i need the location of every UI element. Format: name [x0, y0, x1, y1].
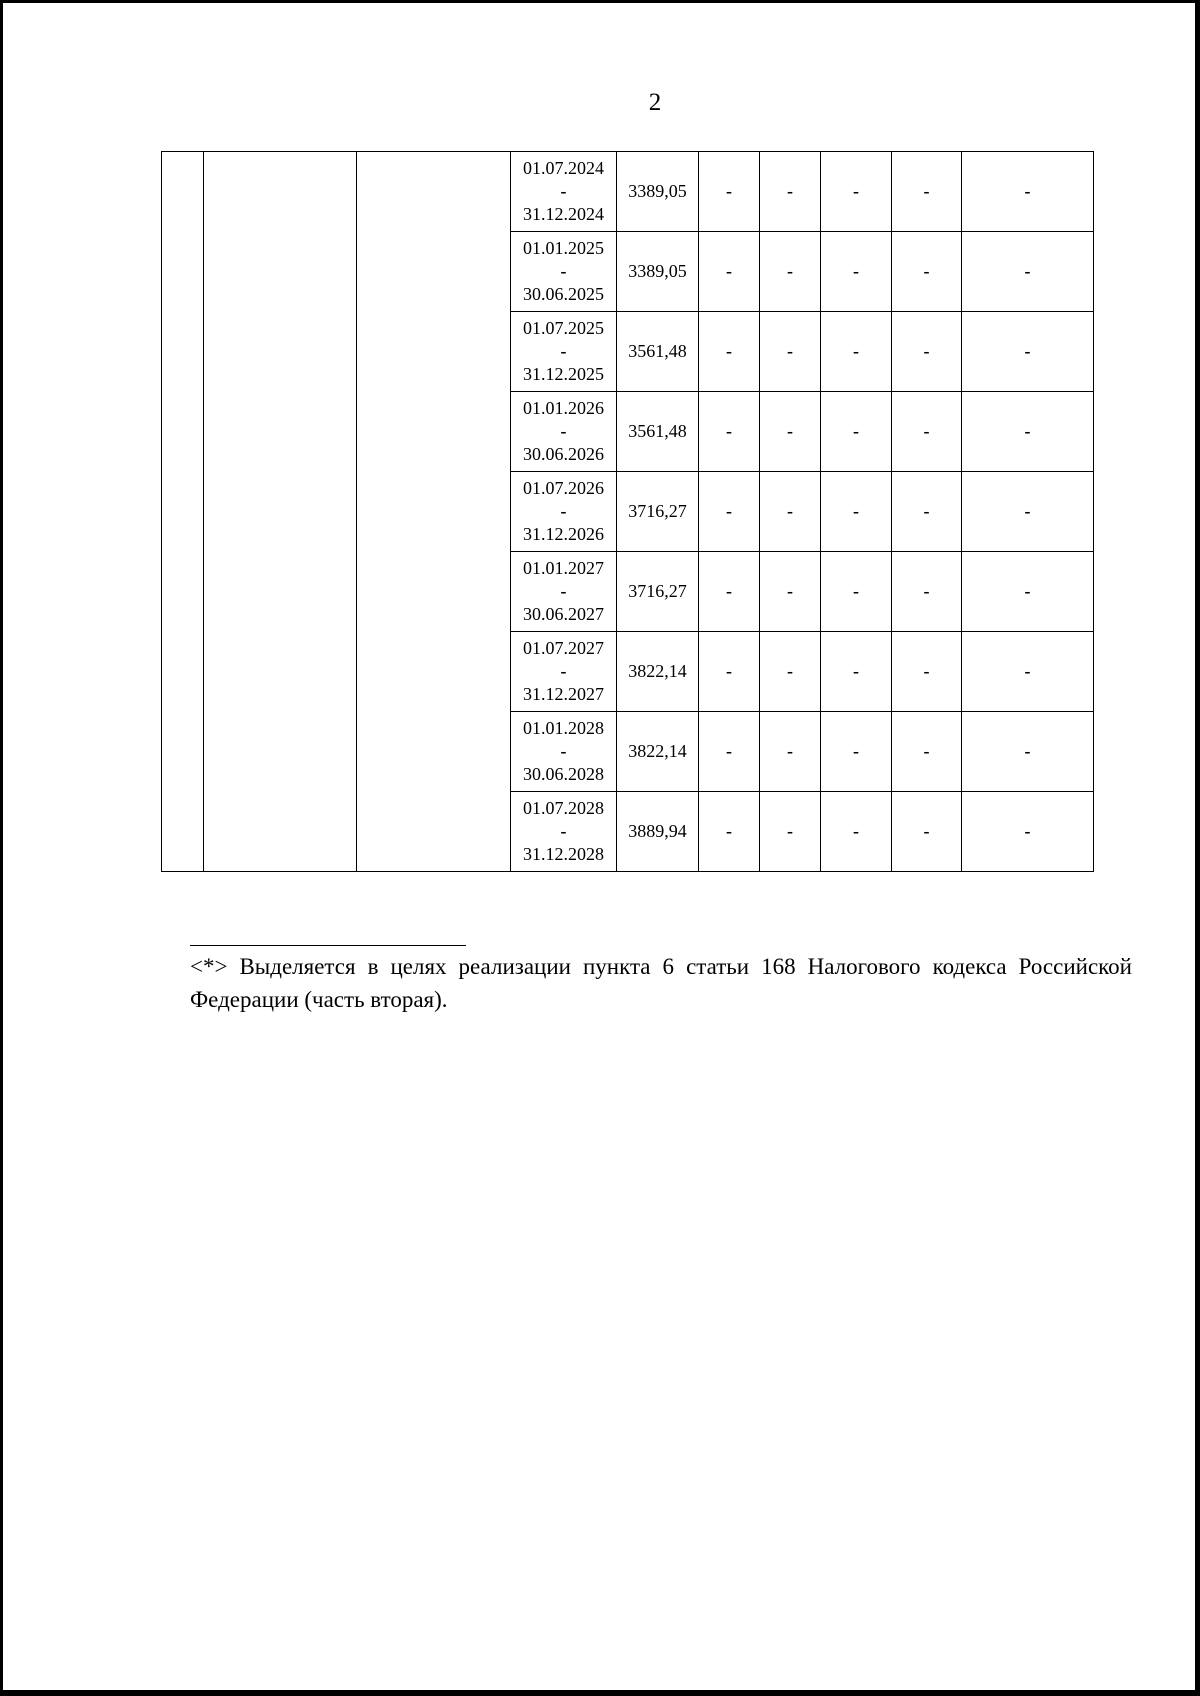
dash-cell: -	[892, 472, 962, 552]
value-cell: 3716,27	[617, 552, 699, 632]
empty-cell	[162, 312, 204, 392]
dash-cell: -	[699, 152, 760, 232]
dash-cell: -	[699, 552, 760, 632]
period-start: 01.07.2025	[523, 318, 604, 338]
value-cell: 3822,14	[617, 712, 699, 792]
empty-cell	[162, 552, 204, 632]
dash-cell: -	[821, 312, 892, 392]
separator: -	[560, 581, 567, 601]
dash-cell: -	[962, 792, 1094, 872]
period-start: 01.07.2027	[523, 638, 604, 658]
empty-cell	[204, 312, 357, 392]
table-row	[162, 472, 1094, 552]
dash-cell: -	[821, 552, 892, 632]
empty-cell	[204, 712, 357, 792]
empty-cell	[204, 632, 357, 712]
period-start: 01.07.2026	[523, 478, 604, 498]
dash-cell: -	[760, 632, 821, 712]
dash-cell: -	[962, 152, 1094, 232]
dash-cell: -	[760, 392, 821, 472]
dash-cell: -	[821, 152, 892, 232]
period-end: 31.12.2027	[523, 684, 604, 704]
dash-cell: -	[821, 472, 892, 552]
empty-cell	[357, 152, 511, 232]
dash-cell: -	[892, 792, 962, 872]
empty-cell	[162, 632, 204, 712]
dash-cell: -	[699, 472, 760, 552]
dash-cell: -	[962, 312, 1094, 392]
footnote-text: <*> Выделяется в целях реализации пункта 6 статьи 168 Налогового кодекса Российской Федерации (часть вторая).	[190, 954, 1132, 1012]
table-row	[162, 232, 1094, 312]
period-end: 30.06.2026	[523, 444, 604, 464]
empty-cell	[204, 232, 357, 312]
period-start: 01.01.2025	[523, 238, 604, 258]
empty-cell	[357, 232, 511, 312]
table-row	[162, 392, 1094, 472]
dash-cell: -	[760, 792, 821, 872]
period-cell	[511, 552, 617, 632]
value-cell: 3389,05	[617, 232, 699, 312]
dash-cell: -	[892, 232, 962, 312]
tariff-table	[161, 151, 1094, 872]
empty-cell	[162, 392, 204, 472]
table-row	[162, 712, 1094, 792]
period-end: 31.12.2028	[523, 844, 604, 864]
dash-cell: -	[962, 632, 1094, 712]
separator: -	[560, 261, 567, 281]
period-cell	[511, 712, 617, 792]
value-cell: 3561,48	[617, 392, 699, 472]
empty-cell	[357, 552, 511, 632]
dash-cell: -	[699, 632, 760, 712]
empty-cell	[204, 392, 357, 472]
period-cell	[511, 472, 617, 552]
table-row	[162, 312, 1094, 392]
period-start: 01.01.2026	[523, 398, 604, 418]
table-row	[162, 152, 1094, 232]
separator: -	[560, 501, 567, 521]
value-cell: 3889,94	[617, 792, 699, 872]
dash-cell: -	[760, 152, 821, 232]
empty-cell	[204, 152, 357, 232]
value-cell: 3822,14	[617, 632, 699, 712]
empty-cell	[204, 792, 357, 872]
dash-cell: -	[699, 712, 760, 792]
empty-cell	[162, 152, 204, 232]
dash-cell: -	[821, 792, 892, 872]
footnote-separator	[190, 945, 466, 946]
period-cell	[511, 792, 617, 872]
dash-cell: -	[892, 552, 962, 632]
period-start: 01.01.2028	[523, 718, 604, 738]
value-cell: 3561,48	[617, 312, 699, 392]
dash-cell: -	[962, 232, 1094, 312]
period-start: 01.01.2027	[523, 558, 604, 578]
dash-cell: -	[699, 392, 760, 472]
period-end: 30.06.2028	[523, 764, 604, 784]
period-cell	[511, 152, 617, 232]
dash-cell: -	[892, 632, 962, 712]
period-cell	[511, 632, 617, 712]
separator: -	[560, 341, 567, 361]
empty-cell	[357, 392, 511, 472]
table-row	[162, 552, 1094, 632]
empty-cell	[357, 792, 511, 872]
dash-cell: -	[962, 712, 1094, 792]
empty-cell	[204, 552, 357, 632]
empty-cell	[357, 632, 511, 712]
period-end: 31.12.2024	[523, 204, 604, 224]
empty-cell	[162, 712, 204, 792]
empty-cell	[162, 472, 204, 552]
table-row	[162, 792, 1094, 872]
dash-cell: -	[760, 232, 821, 312]
separator: -	[560, 741, 567, 761]
period-start: 01.07.2028	[523, 798, 604, 818]
empty-cell	[357, 312, 511, 392]
separator: -	[560, 181, 567, 201]
empty-cell	[357, 712, 511, 792]
period-end: 30.06.2025	[523, 284, 604, 304]
dash-cell: -	[821, 632, 892, 712]
period-start: 01.07.2024	[523, 158, 604, 178]
dash-cell: -	[760, 552, 821, 632]
period-cell	[511, 392, 617, 472]
dash-cell: -	[892, 312, 962, 392]
period-cell	[511, 232, 617, 312]
empty-cell	[204, 472, 357, 552]
empty-cell	[162, 792, 204, 872]
period-cell	[511, 312, 617, 392]
value-cell: 3716,27	[617, 472, 699, 552]
table-row	[162, 632, 1094, 712]
separator: -	[560, 821, 567, 841]
dash-cell: -	[962, 392, 1094, 472]
period-end: 31.12.2025	[523, 364, 604, 384]
separator: -	[560, 661, 567, 681]
dash-cell: -	[892, 392, 962, 472]
separator: -	[560, 421, 567, 441]
dash-cell: -	[962, 552, 1094, 632]
dash-cell: -	[699, 312, 760, 392]
period-end: 30.06.2027	[523, 604, 604, 624]
dash-cell: -	[760, 712, 821, 792]
dash-cell: -	[821, 392, 892, 472]
empty-cell	[357, 472, 511, 552]
dash-cell: -	[821, 712, 892, 792]
dash-cell: -	[699, 232, 760, 312]
page-number: 2	[648, 89, 662, 116]
dash-cell: -	[821, 232, 892, 312]
dash-cell: -	[699, 792, 760, 872]
dash-cell: -	[760, 472, 821, 552]
dash-cell: -	[892, 712, 962, 792]
empty-cell	[162, 232, 204, 312]
dash-cell: -	[962, 472, 1094, 552]
dash-cell: -	[892, 152, 962, 232]
value-cell: 3389,05	[617, 152, 699, 232]
dash-cell: -	[760, 312, 821, 392]
period-end: 31.12.2026	[523, 524, 604, 544]
